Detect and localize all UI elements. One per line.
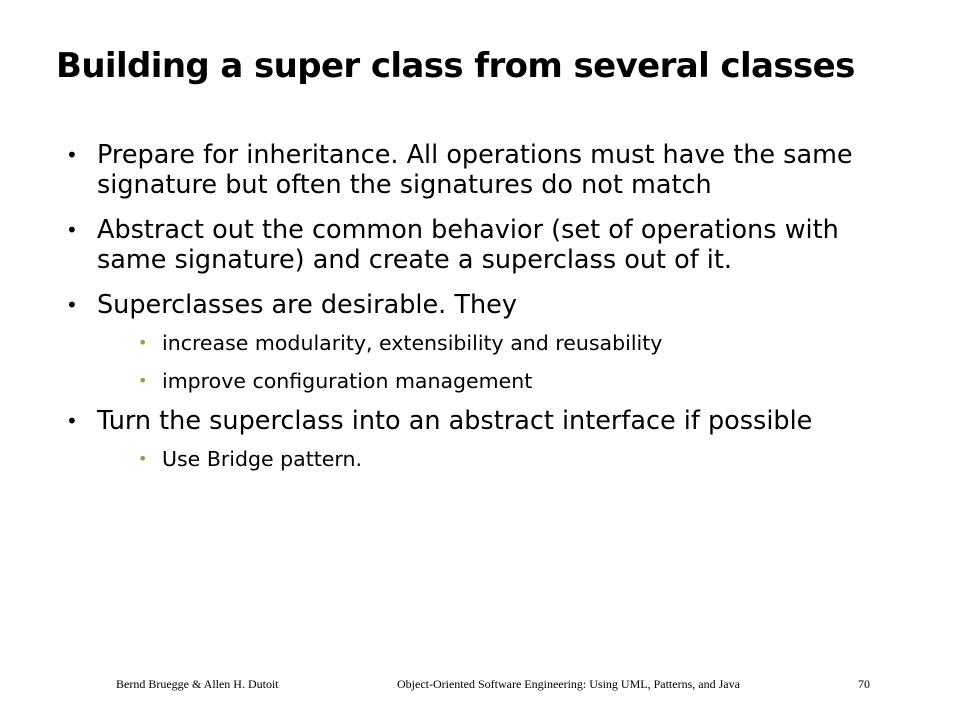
footer-authors: Bernd Bruegge & Allen H. Dutoit <box>116 677 279 691</box>
footer-book-title: Object-Oriented Software Engineering: Using UML, Patterns, and Java <box>397 677 740 691</box>
bullet-dot-icon: • <box>66 409 78 433</box>
bullet-dot-icon: • <box>66 218 78 242</box>
slide-title: Building a super class from several classes <box>56 46 855 86</box>
sub-bullet-list <box>97 330 896 394</box>
bullet-item <box>66 406 896 472</box>
sub-bullet-dot-icon: • <box>138 449 148 468</box>
sub-bullet-dot-icon: • <box>138 333 148 352</box>
sub-bullet-dot-icon: • <box>138 371 148 390</box>
bullet-item <box>66 290 896 394</box>
footer-page-number: 70 <box>858 677 870 691</box>
bullet-item <box>66 215 896 275</box>
bullet-dot-icon: • <box>66 143 78 167</box>
sub-bullet-text: increase modularity, extensibility and reusability <box>162 331 663 355</box>
bullet-text: Abstract out the common behavior (set of operations with same signature) and create a superclass out of it. <box>97 215 839 275</box>
sub-bullet-item <box>138 330 896 356</box>
bullet-text: Turn the superclass into an abstract interface if possible <box>97 406 813 436</box>
sub-bullet-list <box>97 446 896 472</box>
bullet-item <box>66 140 896 200</box>
sub-bullet-item <box>138 368 896 394</box>
sub-bullet-text: improve configuration management <box>162 369 533 393</box>
sub-bullet-text: Use Bridge pattern. <box>162 447 362 471</box>
slide-content <box>66 140 896 487</box>
bullet-text: Prepare for inheritance. All operations must have the same signature but often the signatures do not match <box>97 140 853 200</box>
bullet-text: Superclasses are desirable. They <box>97 290 517 320</box>
bullet-dot-icon: • <box>66 293 78 317</box>
sub-bullet-item <box>138 446 896 472</box>
bullet-list <box>66 140 896 472</box>
